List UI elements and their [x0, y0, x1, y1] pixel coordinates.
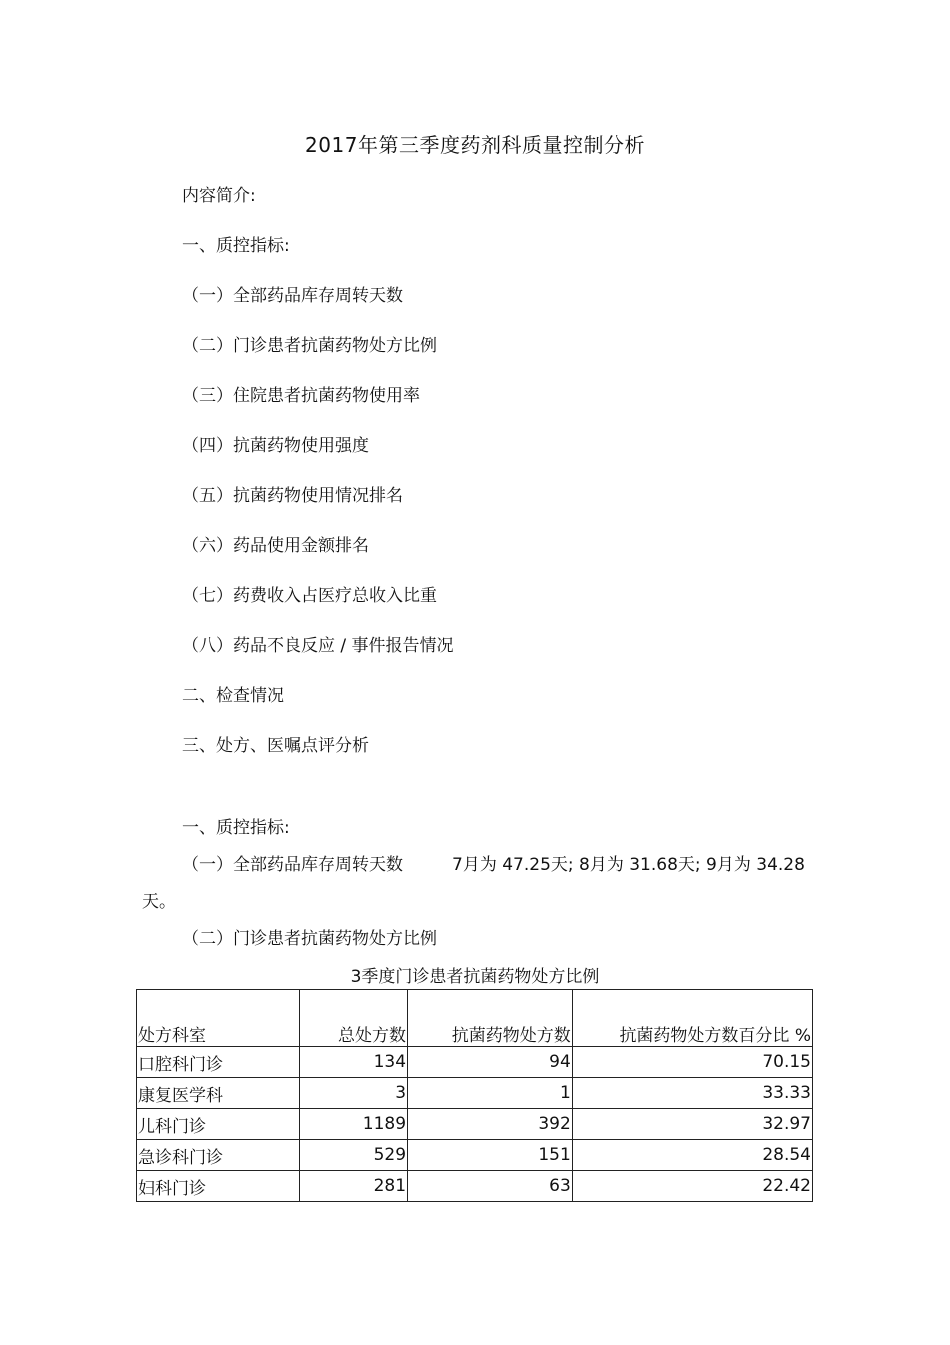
cell-total: 3 — [299, 1078, 407, 1109]
summary-section-2: 二、检查情况 — [182, 686, 284, 706]
summary-item-3: （三）住院患者抗菌药物使用率 — [182, 386, 420, 406]
cell-antibacterial: 1 — [408, 1078, 573, 1109]
cell-total: 529 — [299, 1140, 407, 1171]
header-department: 处方科室 — [137, 990, 300, 1047]
summary-item-2: （二）门诊患者抗菌药物处方比例 — [182, 336, 437, 356]
cell-department: 儿科门诊 — [137, 1109, 300, 1140]
cell-department: 急诊科门诊 — [137, 1140, 300, 1171]
cell-department: 康复医学科 — [137, 1078, 300, 1109]
header-total: 总处方数 — [299, 990, 407, 1047]
cell-total: 281 — [299, 1171, 407, 1202]
summary-section-1: 一、质控指标: — [182, 236, 290, 256]
summary-heading: 内容简介: — [182, 186, 256, 206]
body-item-1-value: 7月为 47.25天; 8月为 31.68天; 9月为 34.28 — [452, 855, 805, 875]
cell-percent: 22.42 — [572, 1171, 812, 1202]
cell-percent: 70.15 — [572, 1047, 812, 1078]
cell-department: 口腔科门诊 — [137, 1047, 300, 1078]
summary-section-3: 三、处方、医嘱点评分析 — [182, 736, 369, 756]
cell-antibacterial: 63 — [408, 1171, 573, 1202]
table-header-row — [137, 990, 813, 1047]
table-row — [137, 1078, 813, 1109]
summary-item-1: （一）全部药品库存周转天数 — [182, 286, 403, 306]
body-item-2-label: （二）门诊患者抗菌药物处方比例 — [182, 929, 437, 949]
prescription-table — [136, 989, 813, 1202]
cell-antibacterial: 392 — [408, 1109, 573, 1140]
summary-item-4: （四）抗菌药物使用强度 — [182, 436, 369, 456]
cell-percent: 32.97 — [572, 1109, 812, 1140]
table-row — [137, 1140, 813, 1171]
table-row — [137, 1171, 813, 1202]
cell-department: 妇科门诊 — [137, 1171, 300, 1202]
document-title: 2017年第三季度药剂科质量控制分析 — [305, 133, 645, 157]
summary-item-7: （七）药费收入占医疗总收入比重 — [182, 586, 437, 606]
summary-item-5: （五）抗菌药物使用情况排名 — [182, 486, 403, 506]
cell-antibacterial: 94 — [408, 1047, 573, 1078]
cell-percent: 33.33 — [572, 1078, 812, 1109]
body-section-1: 一、质控指标: — [182, 818, 290, 838]
body-item-1-label: （一）全部药品库存周转天数 — [182, 855, 403, 875]
summary-item-8: （八）药品不良反应 / 事件报告情况 — [182, 636, 454, 656]
table-row — [137, 1109, 813, 1140]
cell-total: 134 — [299, 1047, 407, 1078]
table-caption: 3季度门诊患者抗菌药物处方比例 — [350, 967, 600, 987]
table-row — [137, 1047, 813, 1078]
body-item-1-continuation: 天。 — [142, 892, 176, 912]
summary-item-6: （六）药品使用金额排名 — [182, 536, 369, 556]
header-percent: 抗菌药物处方数百分比 % — [572, 990, 812, 1047]
cell-percent: 28.54 — [572, 1140, 812, 1171]
cell-total: 1189 — [299, 1109, 407, 1140]
cell-antibacterial: 151 — [408, 1140, 573, 1171]
header-antibacterial: 抗菌药物处方数 — [408, 990, 573, 1047]
